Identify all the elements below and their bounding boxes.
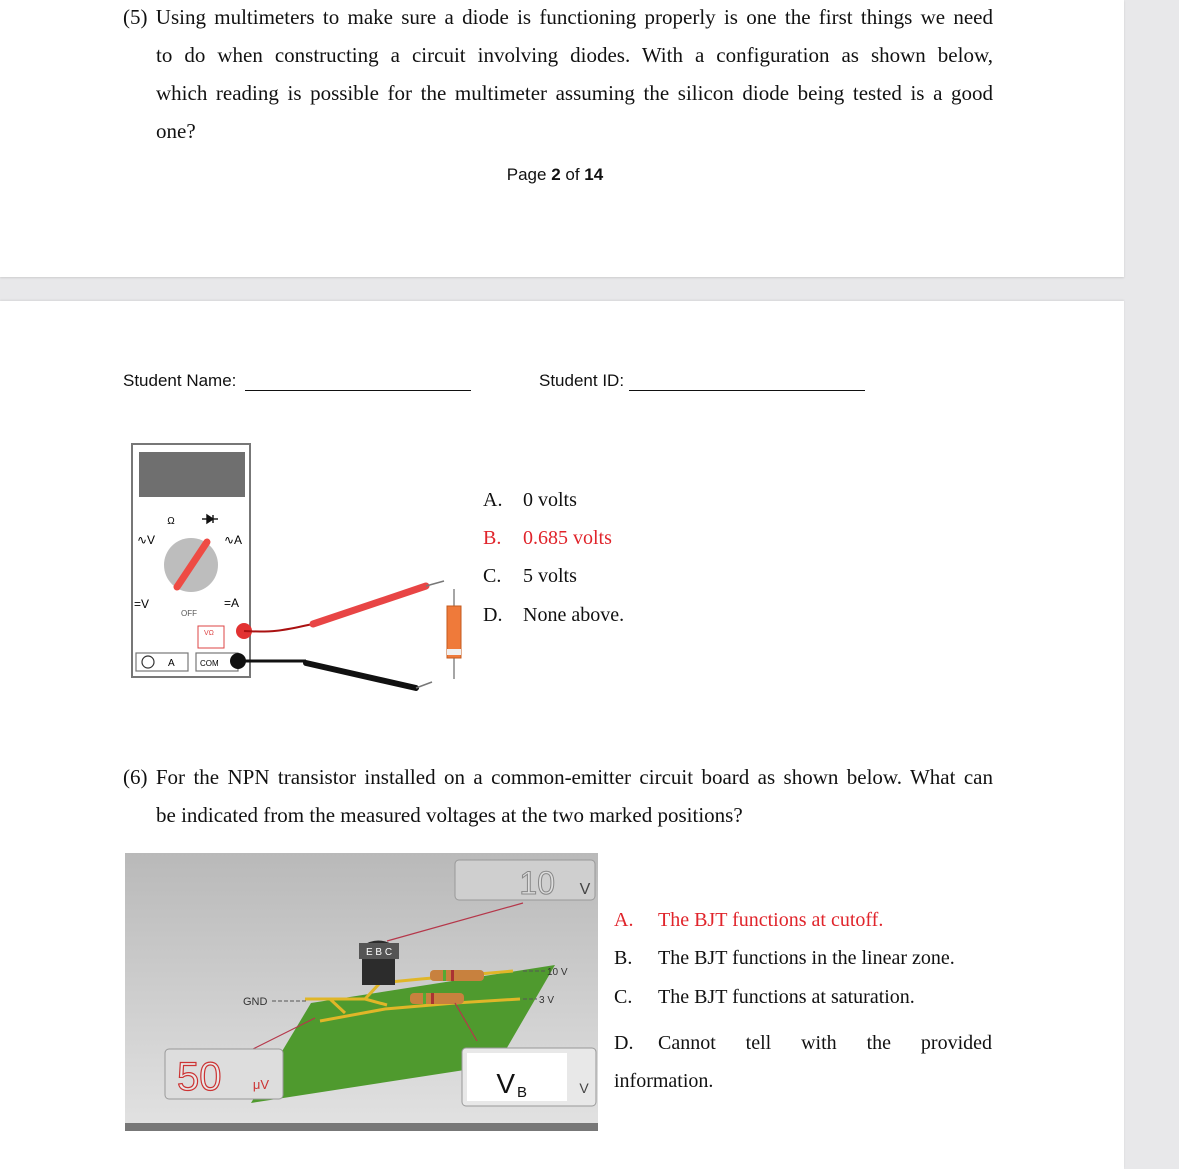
q5-option-d[interactable]: D. None above.: [483, 604, 625, 626]
amp-jack-label: A: [168, 658, 175, 669]
q5-line-1: (5) Using multimeters to make sure a diode is functioning properly is one the first things we need: [123, 5, 993, 29]
q6-option-a[interactable]: A. The BJT functions at cutoff.: [614, 909, 884, 931]
black-probe-handle: [306, 663, 416, 688]
student-id-label: Student ID:: [539, 371, 625, 390]
circuit-board-figure: [125, 853, 598, 1131]
multimeter-display: [139, 452, 245, 497]
diode-component: [447, 589, 461, 679]
red-probe-tip: [426, 581, 444, 586]
diode-band: [447, 649, 461, 655]
top-voltmeter-unit: V: [579, 881, 591, 898]
student-id-line[interactable]: [629, 372, 865, 391]
q6-option-c[interactable]: C. The BJT functions at saturation.: [614, 986, 915, 1008]
ac-volt-label: ∿V: [137, 533, 156, 547]
question-5-text: [123, 0, 993, 150]
q5-option-b[interactable]: B. 0.685 volts: [483, 527, 612, 549]
page-2: [0, 0, 1124, 277]
ac-amp-label: ∿A: [224, 533, 243, 547]
q5-line-4: one?: [156, 119, 196, 143]
page-total: 14: [584, 165, 604, 184]
student-name-line[interactable]: [245, 372, 471, 391]
q5-option-c[interactable]: C. 5 volts: [483, 565, 577, 587]
multimeter-figure: [128, 441, 468, 691]
amp-jack: [142, 656, 154, 668]
page-number: Page 2 of 14: [506, 165, 604, 184]
q6-option-d-text: Cannot tell with the provided: [658, 1032, 992, 1054]
left-voltmeter-unit: μV: [252, 1077, 270, 1092]
com-jack-label: COM: [200, 659, 219, 668]
page-3: [0, 301, 1124, 1169]
rail-10v-label: 10 V: [547, 967, 568, 978]
rail-3v-label: 3 V: [539, 995, 555, 1006]
student-name-field: [123, 371, 471, 391]
q5-line-2: to do when constructing a circuit involving diodes. With a configuration as shown below,: [156, 43, 993, 67]
ohm-symbol: Ω: [167, 516, 175, 527]
q5-option-a[interactable]: A. 0 volts: [483, 489, 577, 511]
resistor-top: [430, 970, 484, 981]
vohm-jack-label: VΩ: [204, 630, 214, 637]
gnd-label: GND: [243, 996, 268, 1008]
black-probe-tip: [416, 682, 432, 688]
dc-amp-label: =A: [224, 596, 240, 610]
student-id-field: [539, 371, 865, 391]
q6-option-d[interactable]: D. Cannot tell with the provided information.: [614, 1032, 992, 1092]
dc-volt-label: =V: [134, 597, 150, 611]
question-6-text: [123, 758, 993, 834]
transistor-pin-labels: E B C: [365, 947, 393, 958]
q5-line-3: which reading is possible for the multimeter assuming the silicon diode being tested is a good: [156, 81, 993, 105]
red-probe-wire: [244, 624, 313, 632]
q6-line-1: (6) For the NPN transistor installed on a common-emitter circuit board as shown below. What can: [123, 765, 993, 789]
vb-subscript: B: [517, 1084, 528, 1101]
q6-line-2: be indicated from the measured voltages at the two marked positions?: [156, 803, 743, 827]
vb-unit: V: [579, 1080, 589, 1096]
q6-option-b[interactable]: B. The BJT functions in the linear zone.: [614, 947, 955, 969]
left-voltmeter-value: 50: [177, 1055, 222, 1099]
top-voltmeter-value: 10: [519, 865, 555, 901]
vb-label: V: [496, 1068, 515, 1099]
page-current: 2: [551, 165, 561, 184]
resistor-bottom: [410, 993, 464, 1004]
off-label: OFF: [181, 609, 197, 618]
student-name-label: Student Name:: [123, 371, 237, 390]
red-probe-handle: [313, 586, 426, 624]
